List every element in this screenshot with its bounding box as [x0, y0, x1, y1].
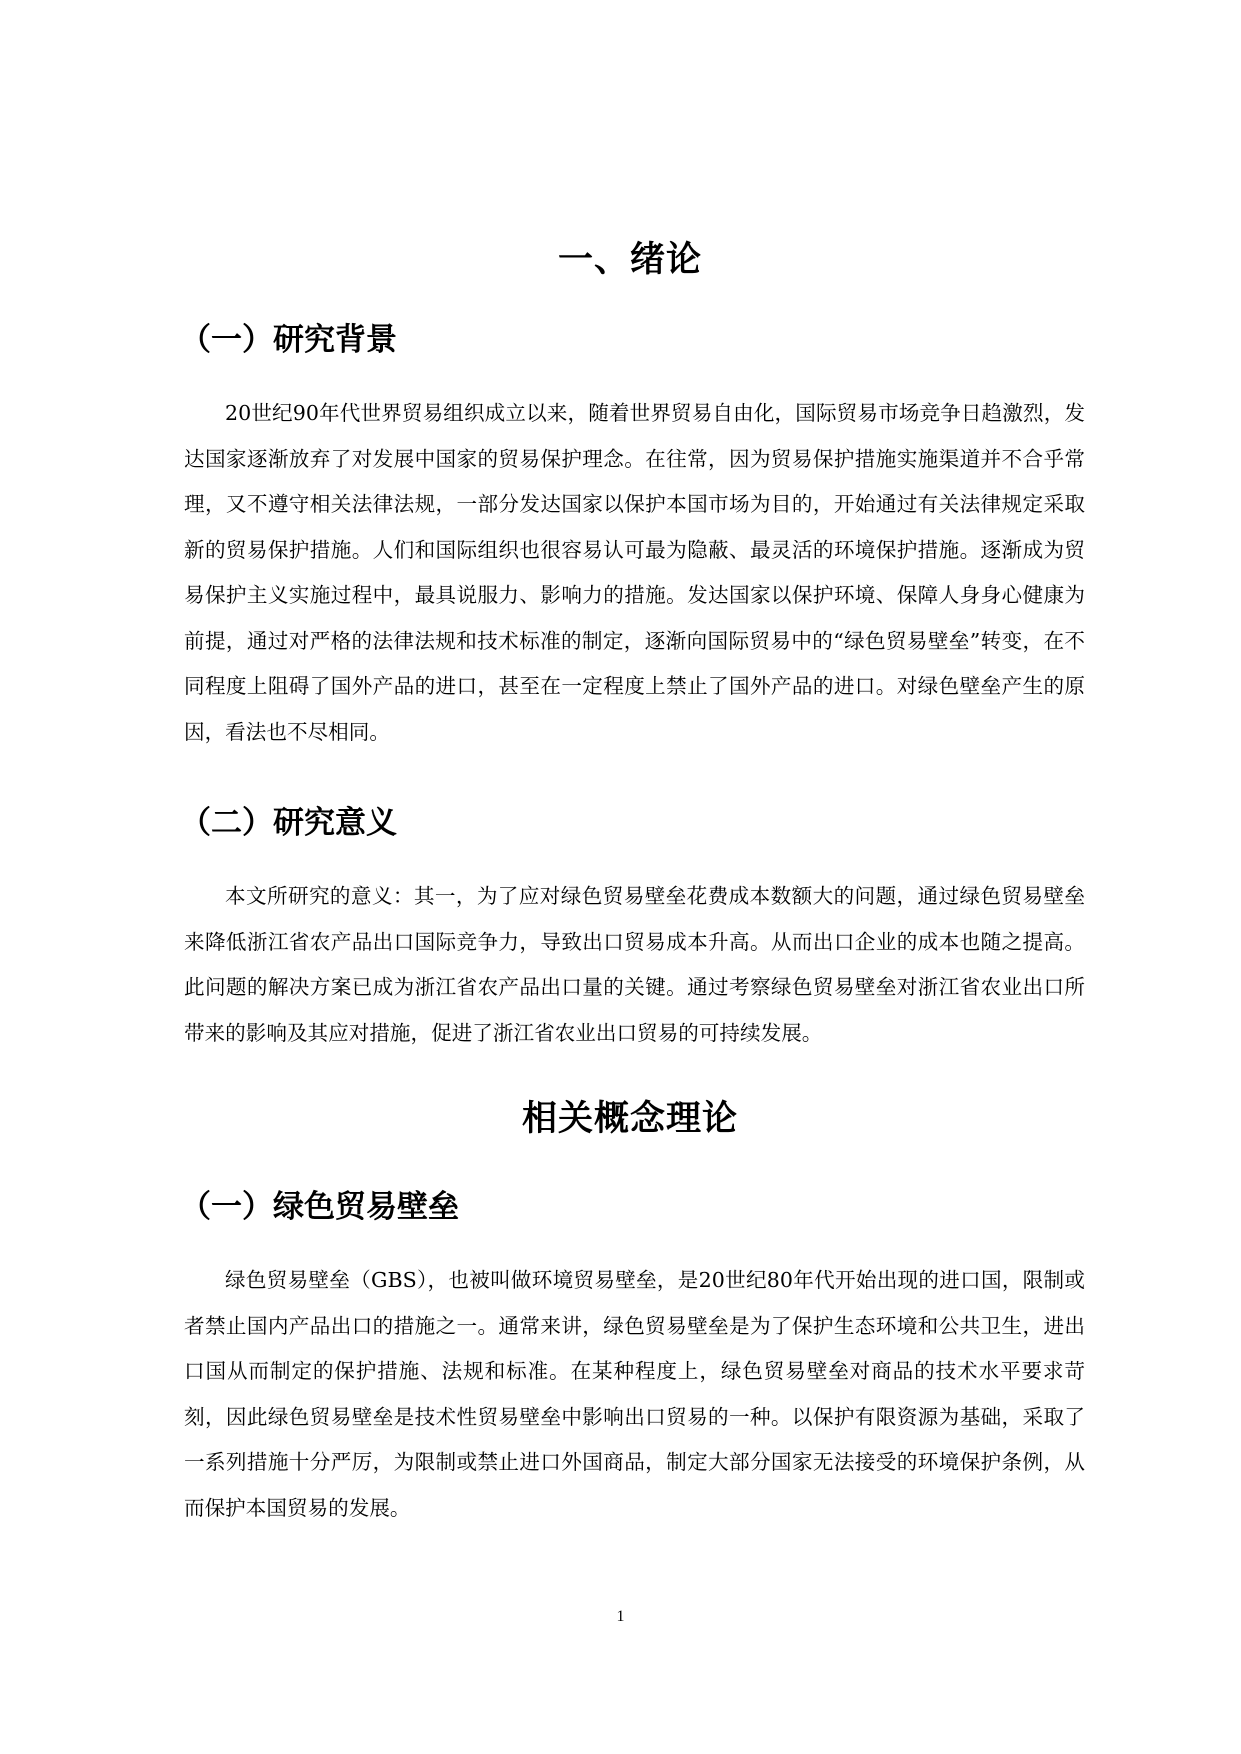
- section-heading-research-significance: （二）研究意义: [180, 805, 397, 841]
- paragraph-research-background: 20世纪90年代世界贸易组织成立以来，随着世界贸易自由化，国际贸易市场竞争日趋激烈，发达国家逐渐放弃了对发展中国家的贸易保护理念。在往常，因为贸易保护措施实施渠道并不合乎常理，又不遵守相关法律法规，一部分发达国家以保护本国市场为目的，开始通过有关法律规定采取新的贸易保护措施。人们和国际组织也很容易认可最为隐蔽、最灵活的环境保护措施。逐渐成为贸易保护主义实施过程中，最具说服力、影响力的措施。发达国家以保护环境、保障人身身心健康为前提，通过对严格的法律法规和技术标准的制定，逐渐向国际贸易中的“绿色贸易壁垒”转变，在不同程度上阻碍了国外产品的进口，甚至在一定程度上禁止了国外产品的进口。对绿色壁垒产生的原因，看法也不尽相同。: [184, 401, 1085, 744]
- page-number: 1: [616, 1608, 625, 1625]
- section-heading-research-background: （一）研究背景: [180, 322, 397, 358]
- chapter-2-title: 相关概念理论: [521, 1099, 738, 1139]
- chapter-1-title: 一、绪论: [557, 240, 702, 280]
- paragraph-research-significance: 本文所研究的意义：其一，为了应对绿色贸易壁垒花费成本数额大的问题，通过绿色贸易壁垒来降低浙江省农产品出口国际竞争力，导致出口贸易成本升高。从而出口企业的成本也随之提高。此问题的解决方案已成为浙江省农产品出口量的关键。通过考察绿色贸易壁垒对浙江省农业出口所带来的影响及其应对措施，促进了浙江省农业出口贸易的可持续发展。: [184, 884, 1085, 1045]
- section-heading-green-trade-barrier: （一）绿色贸易壁垒: [180, 1189, 459, 1225]
- paragraph-green-trade-barrier: 绿色贸易壁垒（GBS），也被叫做环境贸易壁垒，是20世纪80年代开始出现的进口国，限制或者禁止国内产品出口的措施之一。通常来讲，绿色贸易壁垒是为了保护生态环境和公共卫生，进出口国从而制定的保护措施、法规和标准。在某种程度上，绿色贸易壁垒对商品的技术水平要求苛刻，因此绿色贸易壁垒是技术性贸易壁垒中影响出口贸易的一种。以保护有限资源为基础，采取了一系列措施十分严厉，为限制或禁止进口外国商品，制定大部分国家无法接受的环境保护条例，从而保护本国贸易的发展。: [184, 1268, 1085, 1520]
